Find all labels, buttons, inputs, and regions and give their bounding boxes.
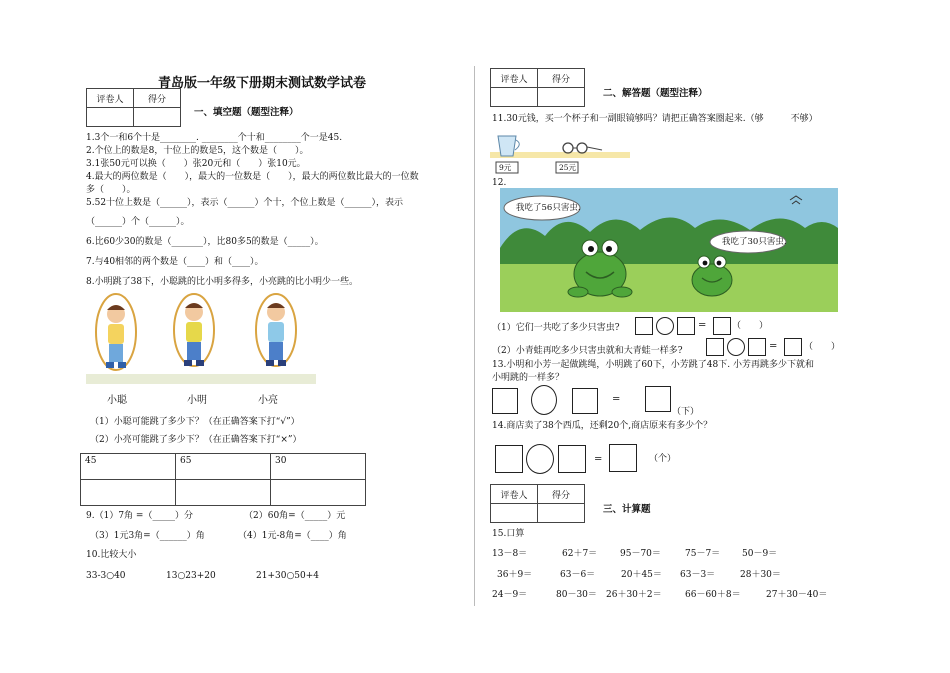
operator-circle[interactable] [531,385,557,415]
operator-circle[interactable] [656,317,674,335]
question-13-line1: 13.小明和小芳一起做跳绳，小明跳了60下，小芳跳了48下. 小芳再跳多少下就和 [492,360,814,370]
grader-cell[interactable] [491,88,538,107]
answer-box[interactable] [677,317,695,335]
calc-item: 80－30＝ [556,590,597,600]
question-12-part2: （2）小青蛙再吃多少只害虫就和大青蛙一样多? [492,346,683,356]
unit-xia: （下） [672,407,700,417]
question-12-part1: （1）它们一共吃了多少只害虫? [492,323,620,333]
grader-label: 评卷人 [491,69,538,88]
answer-box[interactable] [558,445,586,473]
answer-box[interactable] [713,317,731,335]
calc-item: 28＋30＝ [740,570,781,580]
question-8-part2: （2）小亮可能跳了多少下？（在正确答案下打“×”） [90,435,302,445]
question-8: 8.小明跳了38下，小聪跳的比小明多得多，小亮跳的比小明少一些。 [86,277,359,287]
calc-item: 63－6＝ [560,570,596,580]
calc-item: 20＋45＝ [621,570,662,580]
question-9-2: （2）60角=（_____）元 [244,511,346,521]
question-11: 11.30元钱，买一个杯子和一副眼镜够吗？请把正确答案圈起来.（够 不够） [492,114,818,124]
calc-item: 13－8＝ [492,549,528,559]
question-4-line2: 多（ ）。 [86,185,136,195]
question-4-line1: 4.最大的两位数是（ ），最大的一位数是（ ），最大的两位数比最大的一位数 [86,172,419,182]
question-12: 12. [492,178,507,188]
calc-item: 95－70＝ [620,549,661,559]
score-label: 得分 [134,89,181,108]
question-3: 3.1张50元可以换（ ）张20元和（ ）张10元。 [86,159,306,169]
name-xiaoming: 小明 [187,395,207,406]
question-14: 14.商店卖了38个西瓜，还剩20个,商店原来有多少个？ [492,421,713,431]
answer-box[interactable] [748,338,766,356]
question-2: 2.个位上的数是8，十位上的数是5，这个数是（ ）。 [86,146,309,156]
calc-item: 24－9＝ [492,590,528,600]
answer-box[interactable] [572,388,598,414]
calc-item: 36＋9＝ [497,570,533,580]
answer-box[interactable] [645,386,671,412]
kid-ming [174,294,214,366]
answer-mark-cell-3[interactable] [271,480,366,506]
answer-value-30: 30 [271,454,366,480]
calc-item: 66－60＋8＝ [685,590,741,600]
question-13-line2: 小明跳的一样多？ [492,373,565,383]
column-divider [474,66,475,606]
answer-value-45: 45 [81,454,176,480]
score-cell[interactable] [538,88,585,107]
question-5-line2: （______）个（______）。 [86,217,190,227]
answer-mark-cell-2[interactable] [176,480,271,506]
page-title: 青岛版一年级下册期末测试数学试卷 [158,76,367,91]
name-xiaocong: 小聪 [107,395,127,406]
compare-item-2: 13○23+20 [166,571,216,581]
bubble-text-2: 我吃了30只害虫. [722,237,787,247]
question-10: 10.比较大小 [86,550,137,560]
score-label: 得分 [538,485,585,504]
jump-rope-kids-illustration [86,292,316,390]
equals-sign: = [612,394,621,405]
calc-item: 27＋30－40＝ [766,590,828,600]
section-3-heading: 三、计算题 [603,504,651,515]
question-8-part1: （1）小聪可能跳了多少下？（在正确答案下打“√”） [90,417,300,427]
unit-ge: （个） [649,454,677,464]
operator-circle[interactable] [526,444,554,474]
equals-sign: = [698,320,707,331]
calc-item: 75－7＝ [685,549,721,559]
calc-item: 26＋30＋2＝ [606,590,662,600]
answer-box[interactable] [495,445,523,473]
score-table-3 [490,484,585,523]
kid-cong [96,294,136,370]
bubble-text-1: 我吃了56只害虫. [516,203,581,213]
question-1: 1.3个一和6个十是________. ________个十和________个一是45. [86,133,343,143]
compare-item-1: 33-3○40 [86,571,126,581]
question-9-3: （3）1元3角=（______）角 [90,531,205,541]
section-1-heading: 一、填空题（题型注释） [194,107,299,118]
question-9-4: （4）1元-8角=（____）角 [238,531,347,541]
grader-label: 评卷人 [87,89,134,108]
price-cup: 9元 [499,163,512,172]
operator-circle[interactable] [727,338,745,356]
section-2-heading: 二、解答题（题型注释） [603,88,708,99]
answer-value-65: 65 [176,454,271,480]
question-9-1: 9.（1）7角 =（_____）分 [86,511,193,521]
glasses-icon [563,143,602,153]
price-glasses: 25元 [559,163,577,172]
score-cell[interactable] [538,504,585,523]
score-cell[interactable] [134,108,181,127]
grader-cell[interactable] [491,504,538,523]
name-xiaoliang: 小亮 [258,395,278,406]
question-6: 6.比60少30的数是（_______），比80多5的数是（_____）。 [86,237,324,247]
score-label: 得分 [538,69,585,88]
answer-box[interactable] [609,444,637,472]
answer-mark-cell-1[interactable] [81,480,176,506]
question-7: 7.与40相邻的两个数是（____）和（____）。 [86,257,264,267]
answer-box[interactable] [492,388,518,414]
score-table-2 [490,68,585,107]
equals-sign: = [594,454,603,465]
calc-item: 62＋7＝ [562,549,598,559]
question-15: 15.口算 [492,529,525,539]
calc-item: 50－9＝ [742,549,778,559]
answer-box[interactable] [706,338,724,356]
kid-liang [256,294,296,366]
calc-item: 63－3＝ [680,570,716,580]
answer-box[interactable] [635,317,653,335]
question-5-line1: 5.52十位上数是（______），表示（______）个十，个位上数是（______），表示 [86,198,404,208]
unit-paren: （ ） [732,321,769,331]
unit-paren: （ ） [804,342,841,352]
grader-cell[interactable] [87,108,134,127]
grader-label: 评卷人 [491,485,538,504]
score-table-1 [86,88,181,127]
answer-table [80,453,366,506]
equals-sign: = [769,341,778,352]
compare-item-3: 21+30○50+4 [256,571,320,581]
answer-box[interactable] [784,338,802,356]
